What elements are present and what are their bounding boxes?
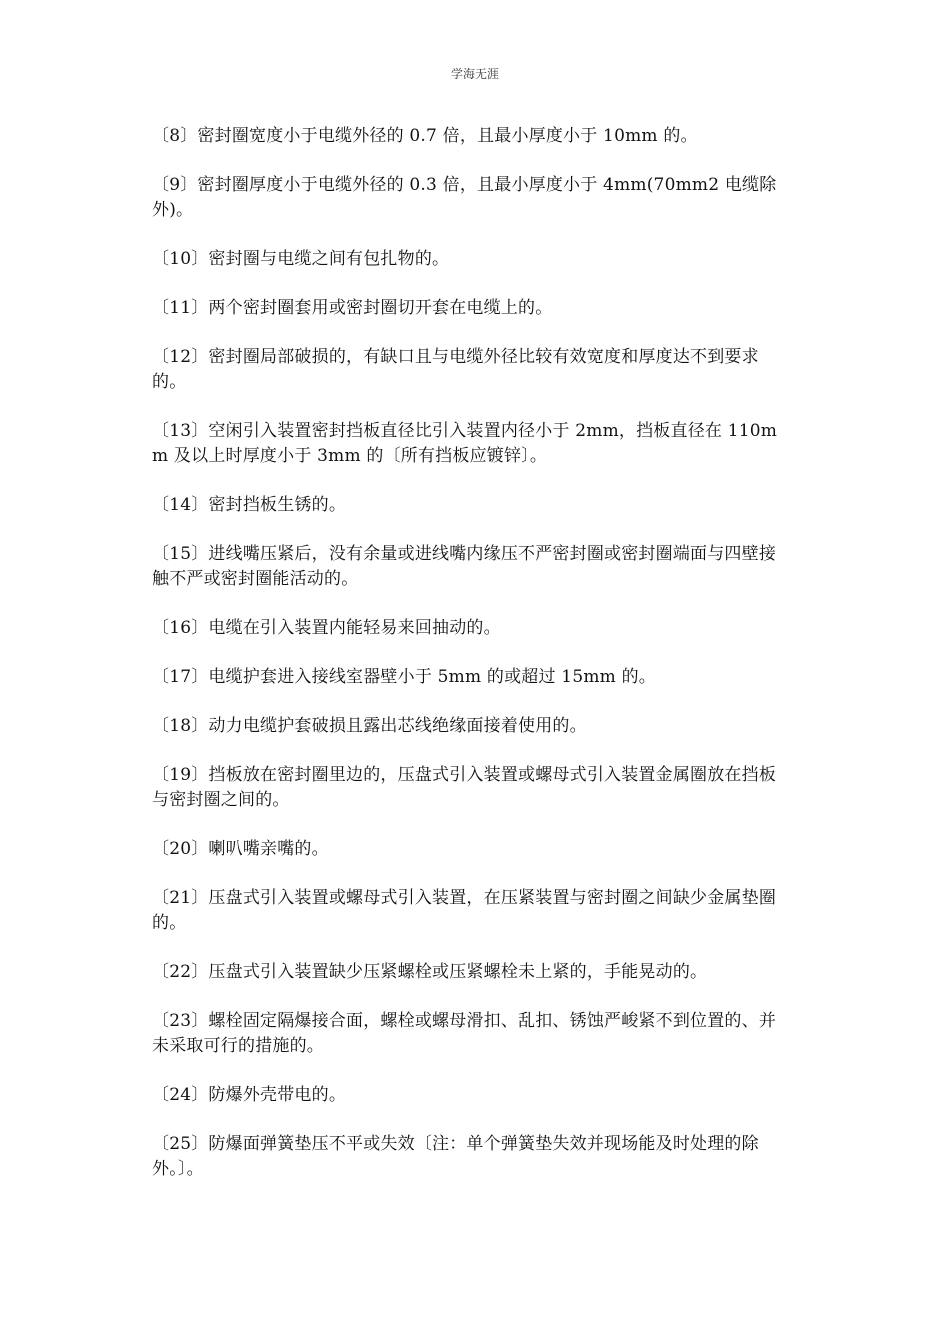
list-item-24: 〔24〕防爆外壳带电的。 bbox=[152, 1085, 347, 1105]
list-item-14: 〔14〕密封挡板生锈的。 bbox=[152, 495, 347, 515]
list-item-22: 〔22〕压盘式引入装置缺少压紧螺栓或压紧螺栓未上紧的，手能晃动的。 bbox=[152, 962, 708, 982]
list-item-20: 〔20〕喇叭嘴亲嘴的。 bbox=[152, 839, 329, 859]
list-item-21: 〔21〕压盘式引入装置或螺母式引入装置，在压紧装置与密封圈之间缺少金属垫圈的。 bbox=[152, 888, 777, 933]
list-item-15: 〔15〕进线嘴压紧后，没有余量或进线嘴内缘压不严密封圈或密封圈端面与四壁接触不严或密封圈能活动的。 bbox=[152, 544, 777, 589]
list-item-16: 〔16〕电缆在引入装置内能轻易来回抽动的。 bbox=[152, 618, 501, 638]
list-item-17: 〔17〕电缆护套进入接线室器壁小于 5mm 的或超过 15mm 的。 bbox=[152, 667, 656, 687]
page-header: 学海无涯 bbox=[450, 67, 499, 81]
list-item-12: 〔12〕密封圈局部破损的，有缺口且与电缆外径比较有效宽度和厚度达不到要求的。 bbox=[152, 347, 759, 392]
list-item-8: 〔8〕密封圈宽度小于电缆外径的 0.7 倍，且最小厚度小于 10mm 的。 bbox=[152, 126, 698, 146]
list-item-9: 〔9〕密封圈厚度小于电缆外径的 0.3 倍，且最小厚度小于 4mm(70mm2 电缆除外)。 bbox=[152, 175, 777, 220]
list-item-11: 〔11〕两个密封圈套用或密封圈切开套在电缆上的。 bbox=[152, 298, 553, 318]
list-item-10: 〔10〕密封圈与电缆之间有包扎物的。 bbox=[152, 249, 450, 269]
list-item-25: 〔25〕防爆面弹簧垫压不平或失效〔注：单个弹簧垫失效并现场能及时处理的除外。〕。 bbox=[152, 1134, 759, 1179]
list-item-19: 〔19〕挡板放在密封圈里边的，压盘式引入装置或螺母式引入装置金属圈放在挡板与密封圈之间的。 bbox=[152, 765, 777, 810]
document-body bbox=[152, 124, 790, 1206]
list-item-18: 〔18〕动力电缆护套破损且露出芯线绝缘面接着使用的。 bbox=[152, 716, 587, 736]
list-item-13: 〔13〕空闲引入装置密封挡板直径比引入装置内径小于 2mm，挡板直径在 110mm 及以上时厚度小于 3mm 的〔所有挡板应镀锌〕。 bbox=[152, 421, 778, 466]
list-item-23: 〔23〕螺栓固定隔爆接合面，螺栓或螺母滑扣、乱扣、锈蚀严峻紧不到位置的、并未采取可行的措施的。 bbox=[152, 1011, 777, 1056]
